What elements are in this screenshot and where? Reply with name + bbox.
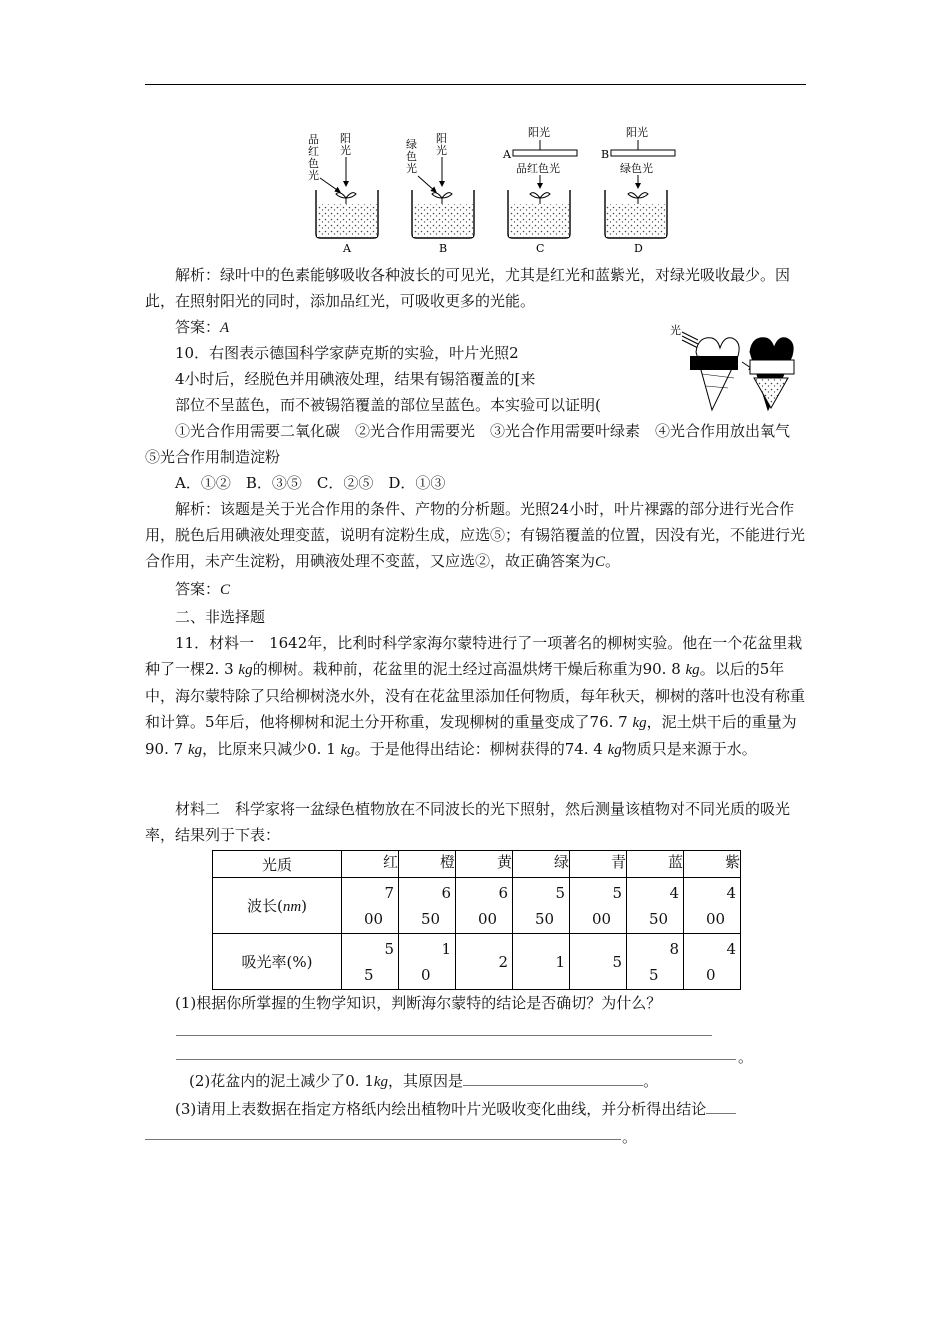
q9-answer	[145, 314, 807, 341]
abs-bottom: 0	[706, 965, 716, 984]
table-row-absorbance	[213, 934, 741, 990]
panel-a-right-label-2: 光	[340, 144, 351, 157]
abs-top: 8	[669, 939, 679, 958]
q9-answer-label: 答案：	[175, 318, 221, 336]
wave-top: 5	[555, 883, 565, 902]
color-cell: 绿	[513, 851, 570, 878]
header-quality: 光质	[213, 851, 342, 878]
panel-c	[502, 125, 577, 255]
abs-cell: 2	[456, 934, 513, 990]
absorbance-table	[212, 850, 741, 990]
q10-line2: 4小时后，经脱色并用碘液处理，结果有锡箔覆盖的[来	[175, 370, 536, 388]
wave-top: 5	[612, 883, 622, 902]
panel-c-filter-light: 品红色光	[516, 162, 560, 175]
panel-d-top-label: 阳光	[626, 126, 648, 139]
answer-line-5[interactable]	[145, 1124, 621, 1140]
panel-b-left-label-2: 色	[406, 150, 417, 163]
header-rule	[145, 84, 806, 85]
panel-a-right-label-1: 阳	[340, 132, 351, 145]
panel-a-letter: A	[343, 242, 351, 255]
q11-m1-b: 的柳树。栽种前，花盆里的泥土经过高温烘烤干燥后称重为90. 8	[252, 660, 686, 678]
wave-cell	[684, 878, 741, 934]
q11-unit-4: kg	[187, 742, 203, 758]
wave-bottom: 50	[535, 909, 555, 928]
q10-analysis-end: 。	[605, 552, 621, 570]
panel-c-top-label: 阳光	[528, 126, 550, 139]
wave-bottom: 50	[649, 909, 669, 928]
table-row-wavelength	[213, 878, 741, 934]
color-cell: 紫	[684, 851, 741, 878]
q11-m1-d: ，泥土烘干后的重量为90. 7	[145, 713, 797, 758]
q11-unit-1: kg	[238, 662, 253, 678]
wave-top: 7	[384, 883, 394, 902]
wave-top: 4	[669, 883, 679, 902]
wave-cell	[627, 878, 684, 934]
wave-cell	[570, 878, 627, 934]
wave-cell	[342, 878, 399, 934]
q10-analysis-answer: C	[595, 554, 606, 570]
wave-bottom: 00	[592, 909, 612, 928]
abs-bottom: 5	[364, 965, 374, 984]
panel-b-left-label-1: 绿	[406, 138, 417, 151]
panel-a-left-label-4: 光	[308, 169, 319, 182]
answer-line-1[interactable]	[176, 1020, 712, 1036]
panel-a	[308, 132, 378, 255]
wave-label-a: 波长(	[246, 897, 283, 915]
q10-line3: 部位不呈蓝色，而不被锡箔覆盖的部位呈蓝色。本实验可以证明(	[175, 396, 601, 414]
wave-label-b: )	[301, 897, 308, 915]
q10-answer-label: 答案：	[175, 580, 221, 598]
color-cell: 黄	[456, 851, 513, 878]
wave-bottom: 00	[706, 909, 726, 928]
q11-sub1-end: 。	[738, 1048, 754, 1066]
color-cell: 橙	[399, 851, 456, 878]
wave-cell	[456, 878, 513, 934]
panel-a-left-label-3: 色	[308, 157, 319, 170]
panel-d-letter: D	[634, 242, 643, 255]
light-experiment-figure	[300, 122, 690, 256]
q10-options: A．①② B．③⑤ C．②⑤ D．①③	[175, 474, 446, 492]
q10-answer-value: C	[220, 582, 231, 598]
abs-top: 5	[384, 939, 394, 958]
wave-cell	[513, 878, 570, 934]
q10-analysis-text: 解析：该题是关于光合作用的条件、产物的分析题。光照24小时，叶片裸露的部分进行光合作用，脱色后用碘液处理变蓝，说明有淀粉生成，应选⑤；有锡箔覆盖的位置，因没有光，不能进行光合作用，未产生淀粉，用碘液处理不变蓝，又应选②，故正确答案为	[145, 500, 806, 570]
abs-cell	[684, 934, 741, 990]
wave-bottom: 00	[364, 909, 384, 928]
wave-bottom: 50	[421, 909, 441, 928]
panel-d-filter-letter: B	[601, 148, 610, 161]
abs-cell	[627, 934, 684, 990]
color-cell: 青	[570, 851, 627, 878]
q10-analysis	[145, 496, 807, 575]
color-cell: 红	[342, 851, 399, 878]
panel-d-filter-light: 绿色光	[620, 162, 653, 175]
q11-unit-2: kg	[685, 662, 700, 678]
q11-material2: 材料二 科学家将一盆绿色植物放在不同波长的光下照射，然后测量该植物对不同光质的吸光率，结果列于下表：	[145, 800, 791, 844]
abs-top: 1	[441, 939, 451, 958]
panel-a-left-label-2: 红	[308, 145, 319, 158]
q11-m1-c: 。以后的5年中，海尔蒙特除了只给柳树浇水外，没有在花盆里添加任何物质，每年秋天，柳树的落叶也没有称重和计算。5年后，他将柳树和泥土分开称重，发现柳树的重量变成了76. 7	[145, 660, 806, 731]
panel-b-right-label-1: 阳	[436, 132, 447, 145]
q11-unit-3: kg	[632, 715, 647, 731]
panel-a-left-label-1: 品	[308, 133, 319, 146]
wave-top: 6	[441, 883, 451, 902]
wave-top: 4	[726, 883, 736, 902]
abs-bottom: 5	[649, 965, 659, 984]
color-cell: 蓝	[627, 851, 684, 878]
q11-sub2-b: ，其原因是	[388, 1072, 464, 1090]
table-row-quality	[213, 851, 741, 878]
q11-unit-6: kg	[607, 742, 622, 758]
panel-b-letter: B	[439, 242, 448, 255]
panel-c-letter: C	[536, 242, 545, 255]
abs-cell: 5	[570, 934, 627, 990]
wave-cell	[399, 878, 456, 934]
panel-b	[406, 132, 474, 255]
abs-cell	[399, 934, 456, 990]
q10-line1: 10．右图表示德国科学家萨克斯的实验，叶片光照2	[175, 344, 519, 362]
q11-m1-f: 。于是他得出结论：柳树获得的74. 4	[354, 740, 608, 758]
answer-line-2[interactable]	[176, 1044, 736, 1060]
panel-b-left-label-3: 光	[406, 162, 417, 175]
panel-c-filter-letter: A	[503, 148, 511, 161]
q10-answer	[145, 576, 807, 603]
panel-d	[601, 125, 675, 255]
q11-m1-g: 物质只是来源于水。	[621, 740, 757, 758]
q11-sub1: (1)根据你所掌握的生物学知识，判断海尔蒙特的结论是否确切？为什么？	[175, 994, 662, 1012]
q9-analysis: 解析：绿叶中的色素能够吸收各种波长的可见光，尤其是红光和蓝紫光，对绿光吸收最少。因此，在照射阳光的同时，添加品红光，可吸收更多的光能。	[145, 266, 791, 310]
q11-sub3-end: 。	[622, 1128, 638, 1146]
q11-sub2-unit: kg	[373, 1074, 389, 1090]
answer-line-4[interactable]	[706, 1098, 736, 1114]
q11-sub3	[145, 1096, 807, 1122]
q11-material1	[145, 630, 807, 763]
q11-sub3-text: (3)请用上表数据在指定方格纸内绘出植物叶片光吸收变化曲线，并分析得出结论	[175, 1100, 707, 1118]
answer-line-3[interactable]	[463, 1070, 643, 1086]
abs-top: 4	[726, 939, 736, 958]
wave-top: 6	[498, 883, 508, 902]
section-heading: 二、非选择题	[175, 608, 266, 626]
header-absorbance: 吸光率(%)	[213, 934, 342, 990]
q11-unit-5: kg	[340, 742, 355, 758]
q11-m1-a: 11．材料一 1642年，比利时科学家海尔蒙特进行了一项著名的柳树实验。他在一个花盆里栽种了一棵2. 3	[145, 634, 803, 678]
abs-bottom: 0	[421, 965, 431, 984]
abs-cell	[342, 934, 399, 990]
q11-sub2-end: 。	[643, 1072, 659, 1090]
q11-m1-e: ，比原来只减少0. 1	[202, 740, 341, 758]
panel-b-right-label-2: 光	[436, 144, 447, 157]
q11-sub2	[189, 1068, 789, 1095]
q10-statements: ①光合作用需要二氧化碳 ②光合作用需要光 ③光合作用需要叶绿素 ④光合作用放出氧气 ⑤光合作用制造淀粉	[145, 422, 806, 466]
leaf-light-label: 光	[670, 324, 681, 337]
q11-sub2-a: (2)花盆内的泥土减少了0. 1	[189, 1072, 374, 1090]
wave-unit: nm	[282, 899, 302, 915]
wave-bottom: 00	[478, 909, 498, 928]
q9-answer-value: A	[220, 320, 230, 336]
header-wavelength	[213, 878, 342, 934]
abs-cell: 1	[513, 934, 570, 990]
